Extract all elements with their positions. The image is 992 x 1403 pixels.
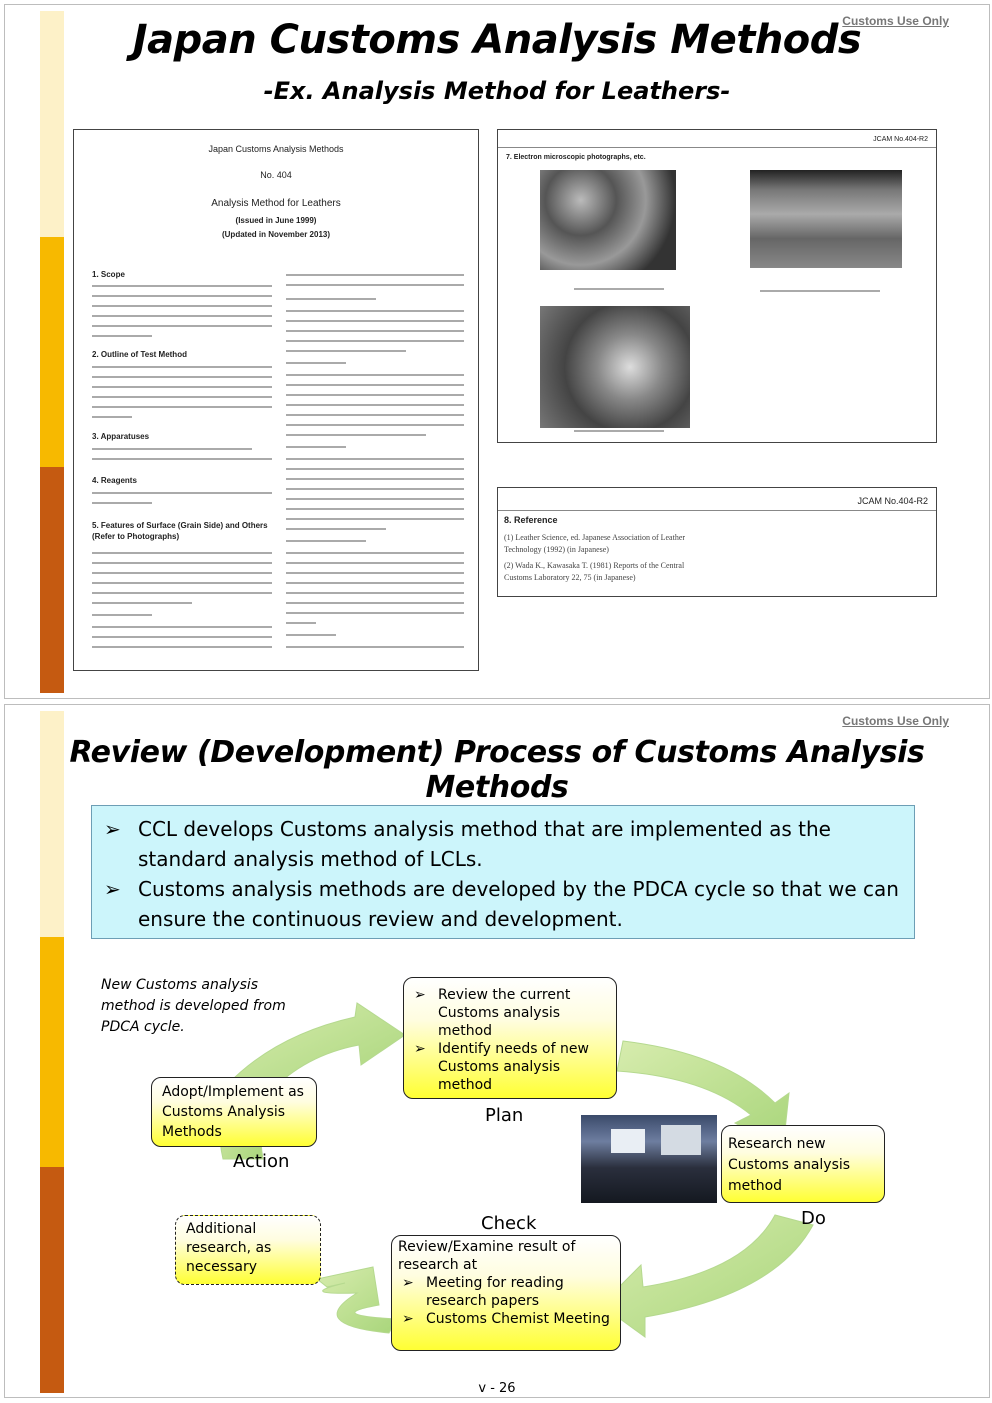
doc-number: No. 404 [260,170,292,180]
action-label: Action [233,1151,290,1172]
additional-text: Additional research, as necessary [186,1221,272,1275]
doc-reference: (2) Wada K., Kawasaka T. (1981) Reports of the Central Customs Laboratory 22, 75 (in Japanese) [504,561,685,582]
doc-section-heading: 3. Apparatuses [92,432,150,441]
plan-item: ➢ Identify needs of new Customs analysis method [414,1041,589,1093]
sidebar-segment-rust [40,467,64,693]
document-page-references [497,487,937,597]
page-number: v - 26 [478,1381,516,1396]
plan-box [403,977,617,1099]
customs-use-only-label: Customs Use Only [842,14,949,28]
check-item: ➢ Meeting for reading research papers [402,1275,564,1309]
slide-2 [4,704,990,1398]
leather-micrograph-image [540,170,676,270]
doc-issued: (Issued in June 1999) [235,216,317,225]
leather-micrograph-image [750,170,902,268]
doc-reference: (1) Leather Science, ed. Japanese Association of Leather Technology (1992) (in Japanese) [504,533,686,554]
bullet-text: Customs analysis methods are developed by the PDCA cycle so that we can ensure the continuous review and development. [138,877,899,931]
doc-section-heading: 4. Reagents [92,476,137,485]
document-page-left [73,129,479,671]
check-label: Check [481,1213,537,1234]
doc-code: JCAM No.404-R2 [873,136,928,143]
slide-subtitle: -Ex. Analysis Method for Leathers- [263,77,731,105]
check-box [391,1235,621,1351]
do-text: Research new Customs analysis method [728,1136,851,1194]
arrowhead-bullet-icon: ➢ [104,877,121,901]
bullet-text: CCL develops Customs analysis method that are implemented as the standard analysis method of LCLs. [138,817,831,871]
doc-section-heading: 7. Electron microscopic photographs, etc. [506,154,646,161]
doc-updated: (Updated in November 2013) [221,230,331,239]
arrowhead-bullet-icon: ➢ [402,1275,414,1291]
document-page-electron-photos [497,129,937,443]
doc-header: Japan Customs Analysis Methods [208,144,344,154]
plan-label: Plan [485,1105,524,1126]
check-item: ➢ Customs Chemist Meeting [402,1311,610,1327]
action-text: Adopt/Implement as Customs Analysis Methods [162,1084,304,1140]
doc-title: Analysis Method for Leathers [211,198,341,209]
doc-section-heading: 5. Features of Surface (Grain Side) and Others (Refer to Photographs) [92,521,268,541]
cycle-arrow-do-to-check [601,1215,813,1337]
doc-section-heading: 8. Reference [504,515,558,525]
action-box [151,1077,317,1147]
pdca-note: New Customs analysis method is developed from PDCA cycle. [101,977,286,1035]
slide-title: Japan Customs Analysis Methods [132,17,862,63]
leather-micrograph-image [540,306,690,428]
doc-section-heading: 2. Outline of Test Method [92,350,187,359]
cycle-arrow-check-to-additional [317,1267,397,1333]
customs-use-only-label: Customs Use Only [842,714,949,728]
arrowhead-bullet-icon: ➢ [402,1311,414,1327]
doc-code: JCAM No.404-R2 [857,496,928,506]
plan-item: ➢ Review the current Customs analysis method [414,987,571,1039]
do-label: Do [801,1208,826,1229]
slide-1 [4,4,990,699]
check-intro: Review/Examine result of research at [398,1239,576,1273]
do-box [721,1125,885,1203]
arrowhead-bullet-icon: ➢ [414,987,426,1003]
arrowhead-bullet-icon: ➢ [414,1041,426,1057]
additional-research-box [175,1215,321,1285]
meeting-photo-image [581,1115,717,1203]
doc-section-heading: 1. Scope [92,270,125,279]
arrowhead-bullet-icon: ➢ [104,817,121,841]
slide-title: Review (Development) Process of Customs Analysis Methods [69,735,925,805]
sidebar-segment-gold [40,237,64,467]
